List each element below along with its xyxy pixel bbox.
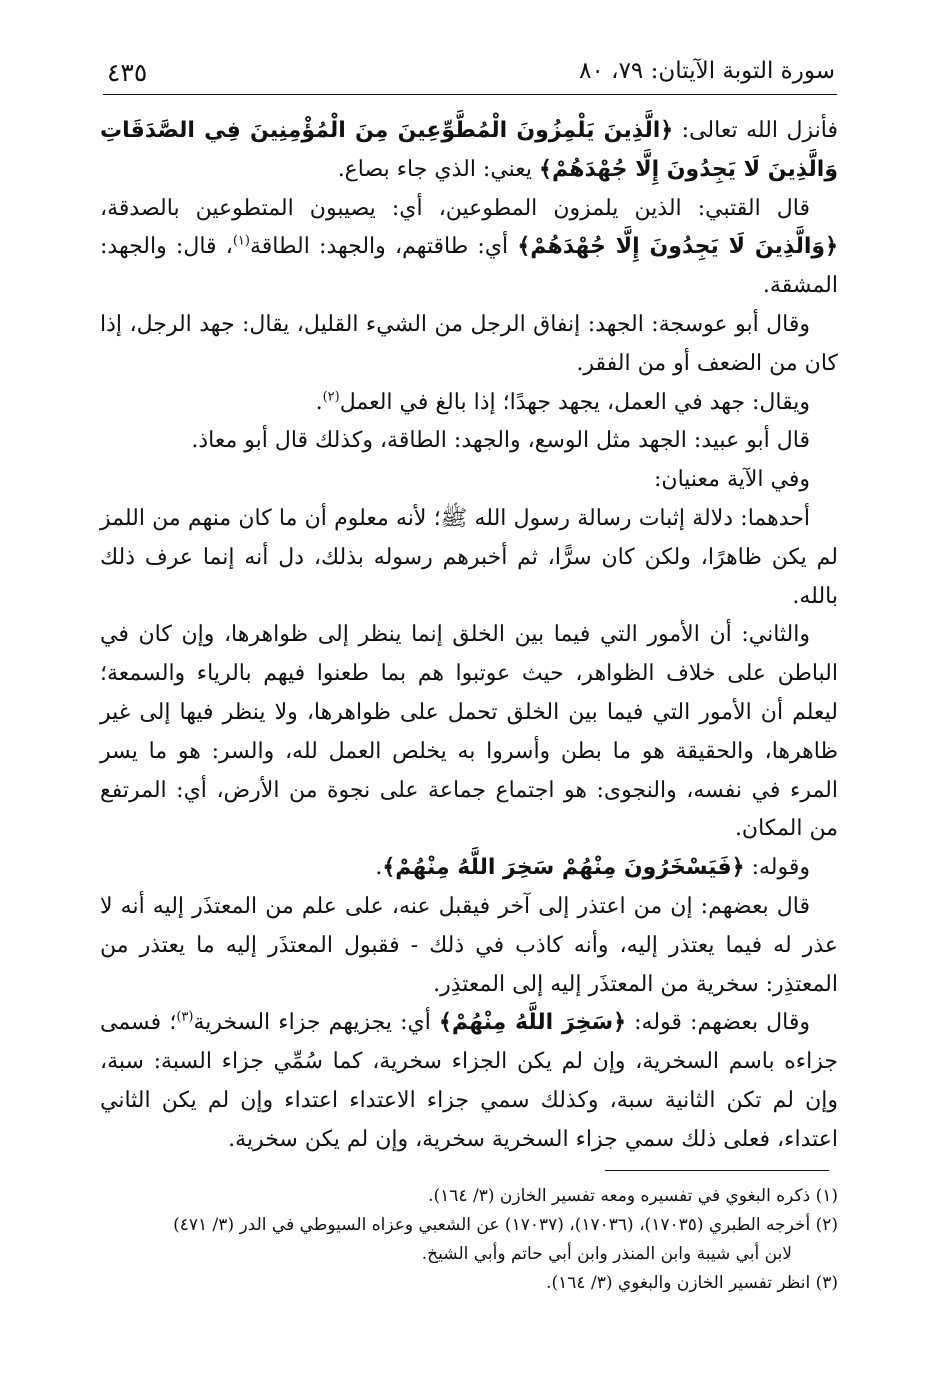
paragraph <box>100 849 838 888</box>
quran-verse: ﴿فَيَسْخَرُونَ مِنْهُمْ سَخِرَ اللَّهُ مِنْهُمْ﴾ <box>382 855 745 881</box>
text: . <box>375 855 383 881</box>
text: ويقال: جهد في العمل، يجهد جهدًا؛ إذا بالغ في العمل <box>339 389 810 415</box>
page-header <box>103 58 837 95</box>
footnote-3: (٣) انظر تفسير الخازن والبغوي (٣/ ١٦٤). <box>546 1273 838 1293</box>
footnote-marker: (٣) <box>176 1010 194 1025</box>
main-text <box>100 112 838 1160</box>
quran-verse: ﴿سَخِرَ اللَّهُ مِنْهُمْ﴾ <box>438 1010 627 1036</box>
paragraph: وقال أبو عوسجة: الجهد: إنفاق الرجل من الشيء القليل، يقال: جهد الرجل، إذا كان من الضعف أو من الفقر. <box>100 311 838 376</box>
paragraph <box>100 112 838 190</box>
text: فأنزل الله تعالى: <box>673 118 838 143</box>
footnote-2-continuation: لابن أبي شيبة وابن المنذر وابن أبي حاتم وأبي الشيخ. <box>421 1244 792 1264</box>
paragraph: وفي الآية معنيان: <box>654 467 810 493</box>
footnotes <box>100 1182 838 1298</box>
page-number: ٤٣٥ <box>107 58 148 87</box>
paragraph: قال بعضهم: إن من اعتذر إلى آخر فيقبل عنه، على علم من المعتذَر إليه أنه لا عذر له فيما يعتذر إليه، وأنه كاذب في ذلك - فقبول المعتذَر إليه ما يعتذر من المعتذِر: سخرية من المعتذَر إليه إلى المعتذِر. <box>100 893 838 997</box>
paragraph: أحدهما: دلالة إثبات رسالة رسول الله ﷺ؛ لأنه معلوم أن ما كان منهم من اللمز لم يكن ظاهرًا، ولكن كان سرًّا، ثم أخبرهم رسوله بذلك، دل أنه إنما عرف ذلك بالله. <box>100 505 838 609</box>
text: . <box>315 389 323 415</box>
text: ؛ فسمى جزاءه باسم السخرية، وإن لم يكن الجزاء سخرية، كما سُمِّي جزاء السبة: سبة، وإن لم تكن الثانية سبة، وكذلك سمي جزاء الاعتداء اعتداء وإن لم يكن الثاني اعتداء، فعلى ذلك سمي جزاء السخرية سخرية، وإن لم يكن سخرية. <box>100 1010 838 1152</box>
running-title: سورة التوبة الآيتان: ٧٩، ٨٠ <box>579 58 835 84</box>
footnote-marker: (٢) <box>322 389 340 405</box>
text: يعني: الذي جاء بصاع. <box>337 156 540 182</box>
footnote-divider <box>605 1170 829 1171</box>
paragraph: والثاني: أن الأمور التي فيما بين الخلق إنما ينظر إلى ظواهرها، وإن كان في الباطن على خلاف الظواهر، حيث عوتبوا هم بما طعنوا فيهم بالرياء والسمعة؛ ليعلم أن الأمور التي فيما بين الخلق تحمل على ظواهرها، ولا ينظر فيها إلى غير ظاهرها، والحقيقة هو ما بطن وأسروا به يخلص العمل لله، والسر: هو ما يسر المرء في نفسه، والنجوى: هو اجتماع جماعة على نجوة من الأرض، أي: المرتفع من المكان. <box>100 622 838 842</box>
paragraph <box>100 190 838 306</box>
footnote-1: (١) ذكره البغوي في تفسيره ومعه تفسير الخازن (٣/ ١٦٤). <box>428 1186 838 1206</box>
text: أي: يجزيهم جزاء السخرية <box>193 1010 439 1036</box>
quran-verse: ﴿وَالَّذِينَ لَا يَجِدُونَ إِلَّا جُهْدَهُمْ﴾ <box>517 234 838 260</box>
footnote-marker: (١) <box>232 234 250 250</box>
paragraph: قال أبو عبيد: الجهد مثل الوسع، والجهد: الطاقة، وكذلك قال أبو معاذ. <box>191 428 810 454</box>
text: وقال بعضهم: قوله: <box>626 1010 811 1036</box>
footnote-2: (٢) أخرجه الطبري (١٧٠٣٥)، (١٧٠٣٦)، (١٧٠٣٧) عن الشعبي وعزاه السيوطي في الدر (٣/ ٤٧١) <box>173 1215 838 1235</box>
text: ، قال: والجهد: المشقة. <box>100 234 838 299</box>
paragraph <box>100 384 838 423</box>
text: أي: طاقتهم، والجهد: الطاقة <box>249 234 518 260</box>
text: وقوله: <box>744 855 810 881</box>
quran-verse: ﴿الَّذِينَ يَلْمِزُونَ الْمُطَّوِّعِينَ مِنَ الْمُؤْمِنِينَ فِي الصَّدَقَاتِ وَالَّذِينَ لَا يَجِدُونَ إِلَّا جُهْدَهُمْ﴾ <box>100 118 838 182</box>
paragraph <box>100 1004 838 1159</box>
text: قال القتبي: الذين يلمزون المطوعين، أي: يصيبون المتطوعين بالصدقة، <box>100 195 810 221</box>
